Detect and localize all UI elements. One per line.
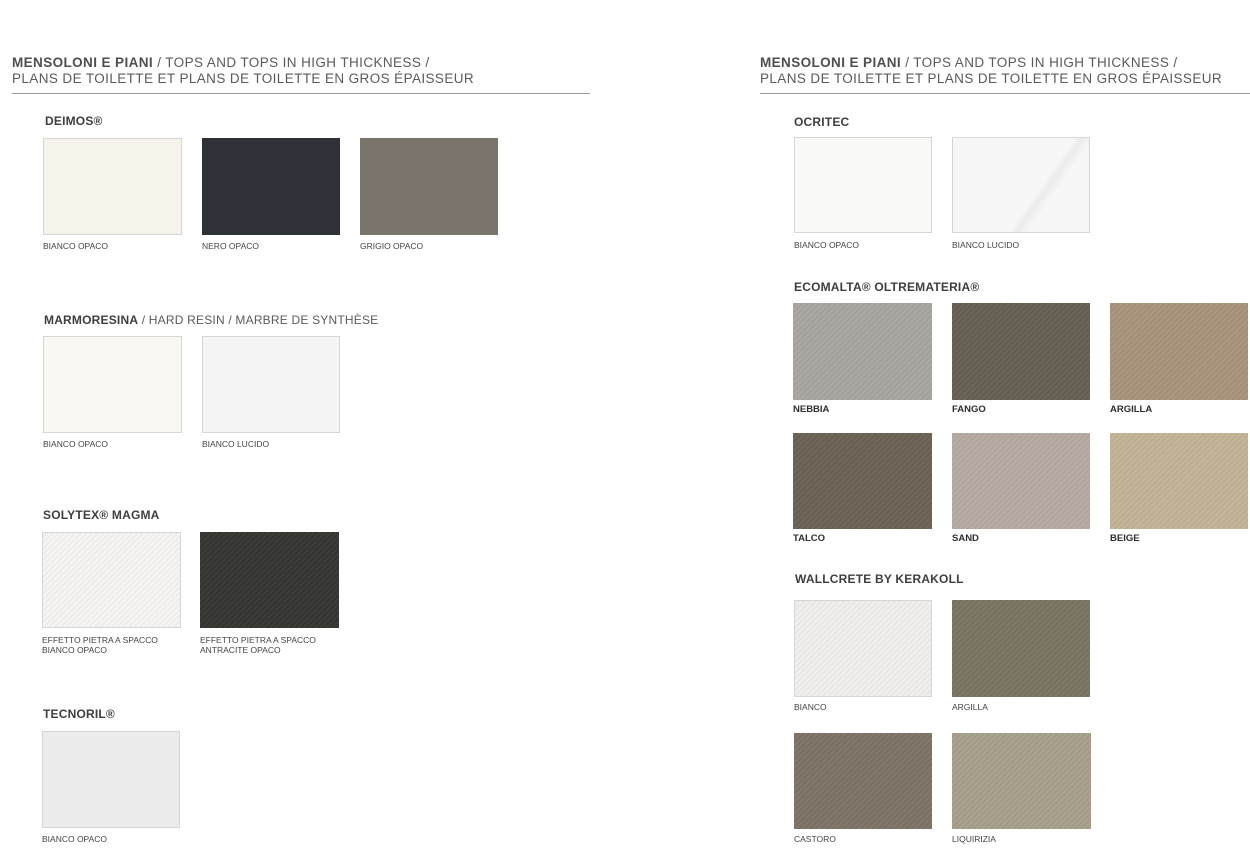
swatch-label: EFFETTO PIETRA A SPACCO: [42, 635, 158, 645]
swatch-marmoresina-bianco-lucido[interactable]: [202, 336, 340, 433]
swatch-label: BIANCO: [794, 702, 827, 712]
swatch-tecnoril-bianco-opaco[interactable]: [42, 731, 180, 828]
swatch-label: BIANCO LUCIDO: [952, 240, 1020, 250]
swatch-label: BIANCO LUCIDO: [202, 439, 270, 449]
section-title-deimos: DEIMOS®: [45, 114, 103, 128]
swatch-label: BIANCO OPACO: [42, 834, 108, 844]
swatch-wallcrete-bianco[interactable]: [794, 600, 932, 697]
swatch-label: FANGO: [952, 404, 986, 415]
swatch-label: GRIGIO OPACO: [360, 241, 424, 251]
swatch-ocritec-bianco-opaco[interactable]: [794, 137, 932, 233]
header-subtitle: / TOPS AND TOPS IN HIGH THICKNESS /: [153, 55, 430, 70]
section-name: MARMORESINA: [44, 313, 139, 327]
swatch-label: ARGILLA: [952, 702, 988, 712]
swatch-deimos-nero-opaco[interactable]: [202, 138, 340, 235]
swatch-wallcrete-liquirizia[interactable]: [952, 733, 1091, 829]
swatch-label: BIANCO OPACO: [43, 241, 109, 251]
section-title-solytex: SOLYTEX® MAGMA: [43, 508, 160, 522]
swatch-label: TALCO: [793, 533, 826, 544]
swatch-marmoresina-bianco-opaco[interactable]: [43, 336, 182, 433]
swatch-ecomalta-beige[interactable]: [1110, 433, 1248, 529]
header-subtitle-fr: PLANS DE TOILETTE ET PLANS DE TOILETTE EN GROS ÉPAISSEUR: [12, 71, 475, 86]
swatch-label: BIANCO OPACO: [43, 439, 109, 449]
swatch-ecomalta-talco[interactable]: [793, 433, 932, 529]
header-subtitle-fr: PLANS DE TOILETTE ET PLANS DE TOILETTE EN GROS ÉPAISSEUR: [760, 71, 1223, 86]
swatch-label: BIANCO OPACO: [42, 645, 108, 655]
swatch-label: EFFETTO PIETRA A SPACCO: [200, 635, 316, 645]
swatch-ecomalta-fango[interactable]: [952, 303, 1090, 400]
section-title-marmoresina: [44, 313, 378, 327]
header-title: MENSOLONI E PIANI: [12, 55, 154, 70]
right-header-divider: [760, 93, 1250, 94]
swatch-label: BEIGE: [1110, 533, 1140, 544]
swatch-wallcrete-castoro[interactable]: [794, 733, 932, 829]
swatch-label: NEBBIA: [793, 404, 830, 415]
swatch-label: CASTORO: [794, 834, 836, 844]
header-subtitle: / TOPS AND TOPS IN HIGH THICKNESS /: [901, 55, 1178, 70]
swatch-solytex-antracite-opaco[interactable]: [200, 532, 339, 628]
header-title: MENSOLONI E PIANI: [760, 55, 902, 70]
swatch-ecomalta-sand[interactable]: [952, 433, 1090, 529]
section-title-ocritec: OCRITEC: [794, 115, 850, 129]
left-header-divider: [12, 93, 590, 94]
swatch-label: SAND: [952, 533, 979, 544]
swatch-wallcrete-argilla[interactable]: [952, 600, 1090, 697]
swatch-deimos-bianco-opaco[interactable]: [43, 138, 182, 235]
left-page-header: [12, 55, 474, 87]
section-subtitle: / HARD RESIN / MARBRE DE SYNTHÈSE: [138, 313, 379, 327]
right-page-header: [760, 55, 1222, 87]
section-title-wallcrete: WALLCRETE BY KERAKOLL: [795, 572, 964, 586]
swatch-label: ANTRACITE OPACO: [200, 645, 281, 655]
swatch-deimos-grigio-opaco[interactable]: [360, 138, 498, 235]
swatch-ecomalta-nebbia[interactable]: [793, 303, 932, 400]
swatch-solytex-bianco-opaco[interactable]: [42, 532, 181, 628]
swatch-label: NERO OPACO: [202, 241, 259, 251]
swatch-ecomalta-argilla[interactable]: [1110, 303, 1248, 400]
section-title-ecomalta: ECOMALTA® OLTREMATERIA®: [794, 280, 980, 294]
swatch-ocritec-bianco-lucido[interactable]: [952, 137, 1090, 233]
swatch-label: LIQUIRIZIA: [952, 834, 996, 844]
swatch-label: ARGILLA: [1110, 404, 1153, 415]
section-title-tecnoril: TECNORIL®: [43, 707, 115, 721]
swatch-label: BIANCO OPACO: [794, 240, 860, 250]
